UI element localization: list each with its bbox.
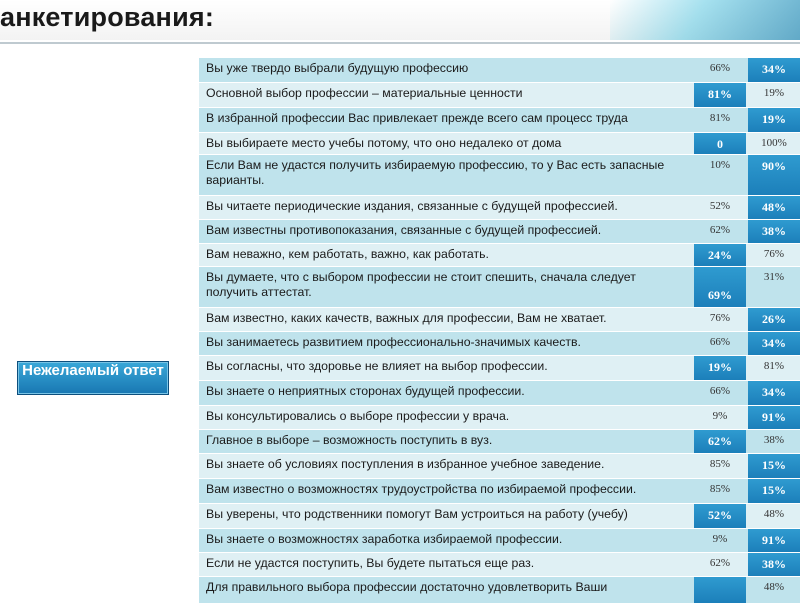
question-text: Вы знаете о неприятных сторонах будущей профессии. <box>206 384 525 398</box>
table-row <box>199 108 800 133</box>
value-no: 15% <box>748 479 800 503</box>
question-text: Вы думаете, что с выбором профессии не стоит спешить, сначала следует получить аттестат. <box>206 270 636 299</box>
value-no: 48% <box>763 508 785 520</box>
question-text: Если Вам не удастся получить избираемую профессию, то у Вас есть запасные варианты. <box>206 158 665 187</box>
table-row <box>199 196 800 220</box>
value-yes: 19% <box>694 356 746 380</box>
table-row <box>199 220 800 244</box>
table-row <box>199 479 800 504</box>
value-no: 34% <box>748 332 800 355</box>
value-yes: 9% <box>712 410 728 422</box>
value-yes: 66% <box>709 62 731 74</box>
value-no: 91% <box>748 406 800 429</box>
value-no: 38% <box>748 553 800 576</box>
question-text: Вы консультировались о выборе профессии у врача. <box>206 409 510 423</box>
value-no: 31% <box>763 271 785 283</box>
value-no: 48% <box>763 581 785 593</box>
value-yes: 62% <box>709 557 731 569</box>
question-text: Вы уже твердо выбрали будущую профессию <box>206 61 469 75</box>
undesired-answer-legend <box>17 361 169 395</box>
value-no: 90% <box>748 155 800 195</box>
value-yes: 0 <box>694 133 746 154</box>
value-no: 34% <box>748 58 800 82</box>
value-no: 76% <box>763 248 785 260</box>
value-yes: 52% <box>709 200 731 212</box>
value-yes: 76% <box>709 312 731 324</box>
table-row <box>199 529 800 553</box>
value-no: 91% <box>748 529 800 552</box>
question-text: Основной выбор профессии – материальные ценности <box>206 86 523 100</box>
table-row <box>199 332 800 356</box>
question-text: Вам известны противопоказания, связанные с будущей профессией. <box>206 223 602 237</box>
value-no: 48% <box>748 196 800 219</box>
divider-line <box>0 42 800 44</box>
table-row <box>199 406 800 430</box>
value-no: 100% <box>761 137 787 149</box>
value-no: 38% <box>763 434 785 446</box>
question-text: Вы согласны, что здоровье не влияет на выбор профессии. <box>206 359 548 373</box>
table-row <box>199 83 800 108</box>
question-text: Вам известно о возможностях трудоустройства по избираемой профессии. <box>206 482 637 496</box>
value-yes: 10% <box>709 159 731 171</box>
value-yes: 24% <box>694 244 746 266</box>
question-text: Для правильного выбора профессии достаточно удовлетворить Ваши <box>206 580 608 594</box>
table-row <box>199 356 800 381</box>
table-row <box>199 430 800 454</box>
question-text: Вы уверены, что родственники помогут Вам устроиться на работу (учебу) <box>206 507 628 521</box>
table-row <box>199 267 800 308</box>
table-row <box>199 133 800 155</box>
question-text: В избранной профессии Вас привлекает прежде всего сам процесс труда <box>206 111 628 125</box>
question-text: Вы знаете об условиях поступления в избранное учебное заведение. <box>206 457 605 471</box>
table-row <box>199 155 800 196</box>
value-no: 34% <box>748 381 800 405</box>
title-band <box>0 0 800 40</box>
value-yes: 62% <box>709 224 731 236</box>
table-row <box>199 504 800 529</box>
value-yes: 85% <box>709 458 731 470</box>
value-yes: 52% <box>694 504 746 528</box>
table-row <box>199 58 800 83</box>
slide-title: анкетирования: <box>0 2 215 32</box>
value-yes: 81% <box>709 112 731 124</box>
question-text: Вам неважно, кем работать, важно, как работать. <box>206 247 489 261</box>
question-text: Вы знаете о возможностях заработка избираемой профессии. <box>206 532 563 546</box>
undesired-answer-label: Нежелаемый ответ <box>22 362 164 379</box>
value-no: 19% <box>763 87 785 99</box>
value-yes: 69% <box>694 267 746 307</box>
survey-table <box>199 58 800 604</box>
value-yes: 9% <box>712 533 728 545</box>
value-yes <box>694 577 746 603</box>
question-text: Вы занимаетесь развитием профессионально-значимых качеств. <box>206 335 581 349</box>
table-row <box>199 553 800 577</box>
value-no: 38% <box>748 220 800 243</box>
question-text: Главное в выборе – возможность поступить в вуз. <box>206 433 493 447</box>
left-panel <box>0 42 197 600</box>
table-row <box>199 381 800 406</box>
value-no: 81% <box>763 360 785 372</box>
decorative-stripes <box>610 0 800 40</box>
value-yes: 62% <box>694 430 746 453</box>
value-yes: 66% <box>709 385 731 397</box>
question-text: Вам известно, каких качеств, важных для профессии, Вам не хватает. <box>206 311 607 325</box>
table-row <box>199 308 800 332</box>
question-text: Если не удастся поступить, Вы будете пытаться еще раз. <box>206 556 535 570</box>
table-row <box>199 244 800 267</box>
table-row <box>199 454 800 479</box>
value-no: 19% <box>748 108 800 132</box>
question-text: Вы читаете периодические издания, связанные с будущей профессией. <box>206 199 618 213</box>
value-yes: 81% <box>694 83 746 107</box>
value-yes: 85% <box>709 483 731 495</box>
value-no: 15% <box>748 454 800 478</box>
question-text: Вы выбираете место учебы потому, что оно недалеко от дома <box>206 136 562 150</box>
value-yes: 66% <box>709 336 731 348</box>
value-no: 26% <box>748 308 800 331</box>
